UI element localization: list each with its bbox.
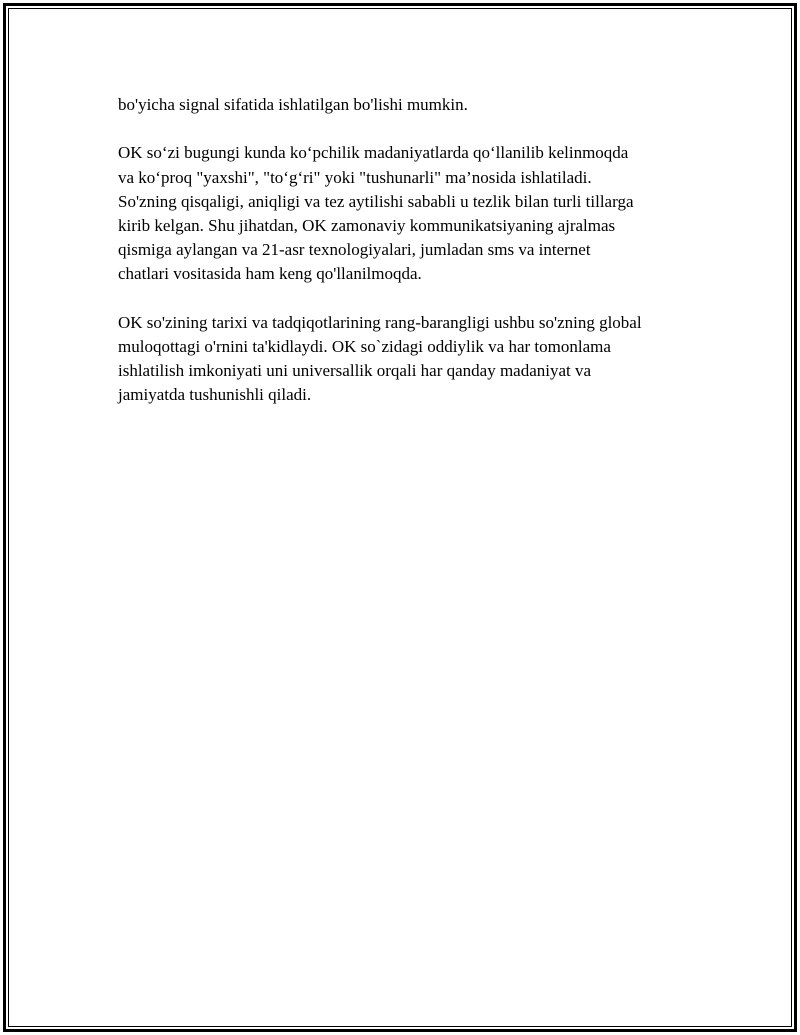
paragraph-3 [118, 311, 698, 408]
text-line: OK so‘zi bugungi kunda ko‘pchilik madaniyatlarda qo‘llanilib kelinmoqda [118, 143, 629, 163]
text-line: qismiga aylangan va 21-asr texnologiyalari, jumladan sms va internet [118, 240, 591, 260]
text-line: va ko‘proq "yaxshi", "to‘g‘ri" yoki "tushunarli" ma’nosida ishlatiladi. [118, 167, 592, 187]
text-line: jamiyatda tushunishli qiladi. [118, 385, 312, 405]
document-body [118, 93, 698, 432]
text-line: kirib kelgan. Shu jihatdan, OK zamonaviy kommunikatsiyaning ajralmas [118, 216, 616, 235]
paragraph-1 [118, 93, 698, 117]
text-line: So'zning qisqaligi, aniqligi va tez aytilishi sababli u tezlik bilan turli tillarga [118, 191, 634, 211]
text-line: ishlatilish imkoniyati uni universallik orqali har qanday madaniyat va [118, 361, 592, 381]
paragraph-2 [118, 141, 698, 286]
text-line: OK so'zining tarixi va tadqiqotlarining rang-barangligi ushbu so'zning global [118, 312, 642, 332]
text-line: bo'yicha signal sifatida ishlatilgan bo'lishi mumkin. [118, 95, 468, 114]
text-line: muloqottagi o'rnini ta'kidlaydi. OK so`zidagi oddiylik va har tomonlama [118, 337, 611, 356]
text-line: chatlari vositasida ham keng qo'llanilmoqda. [118, 264, 422, 284]
